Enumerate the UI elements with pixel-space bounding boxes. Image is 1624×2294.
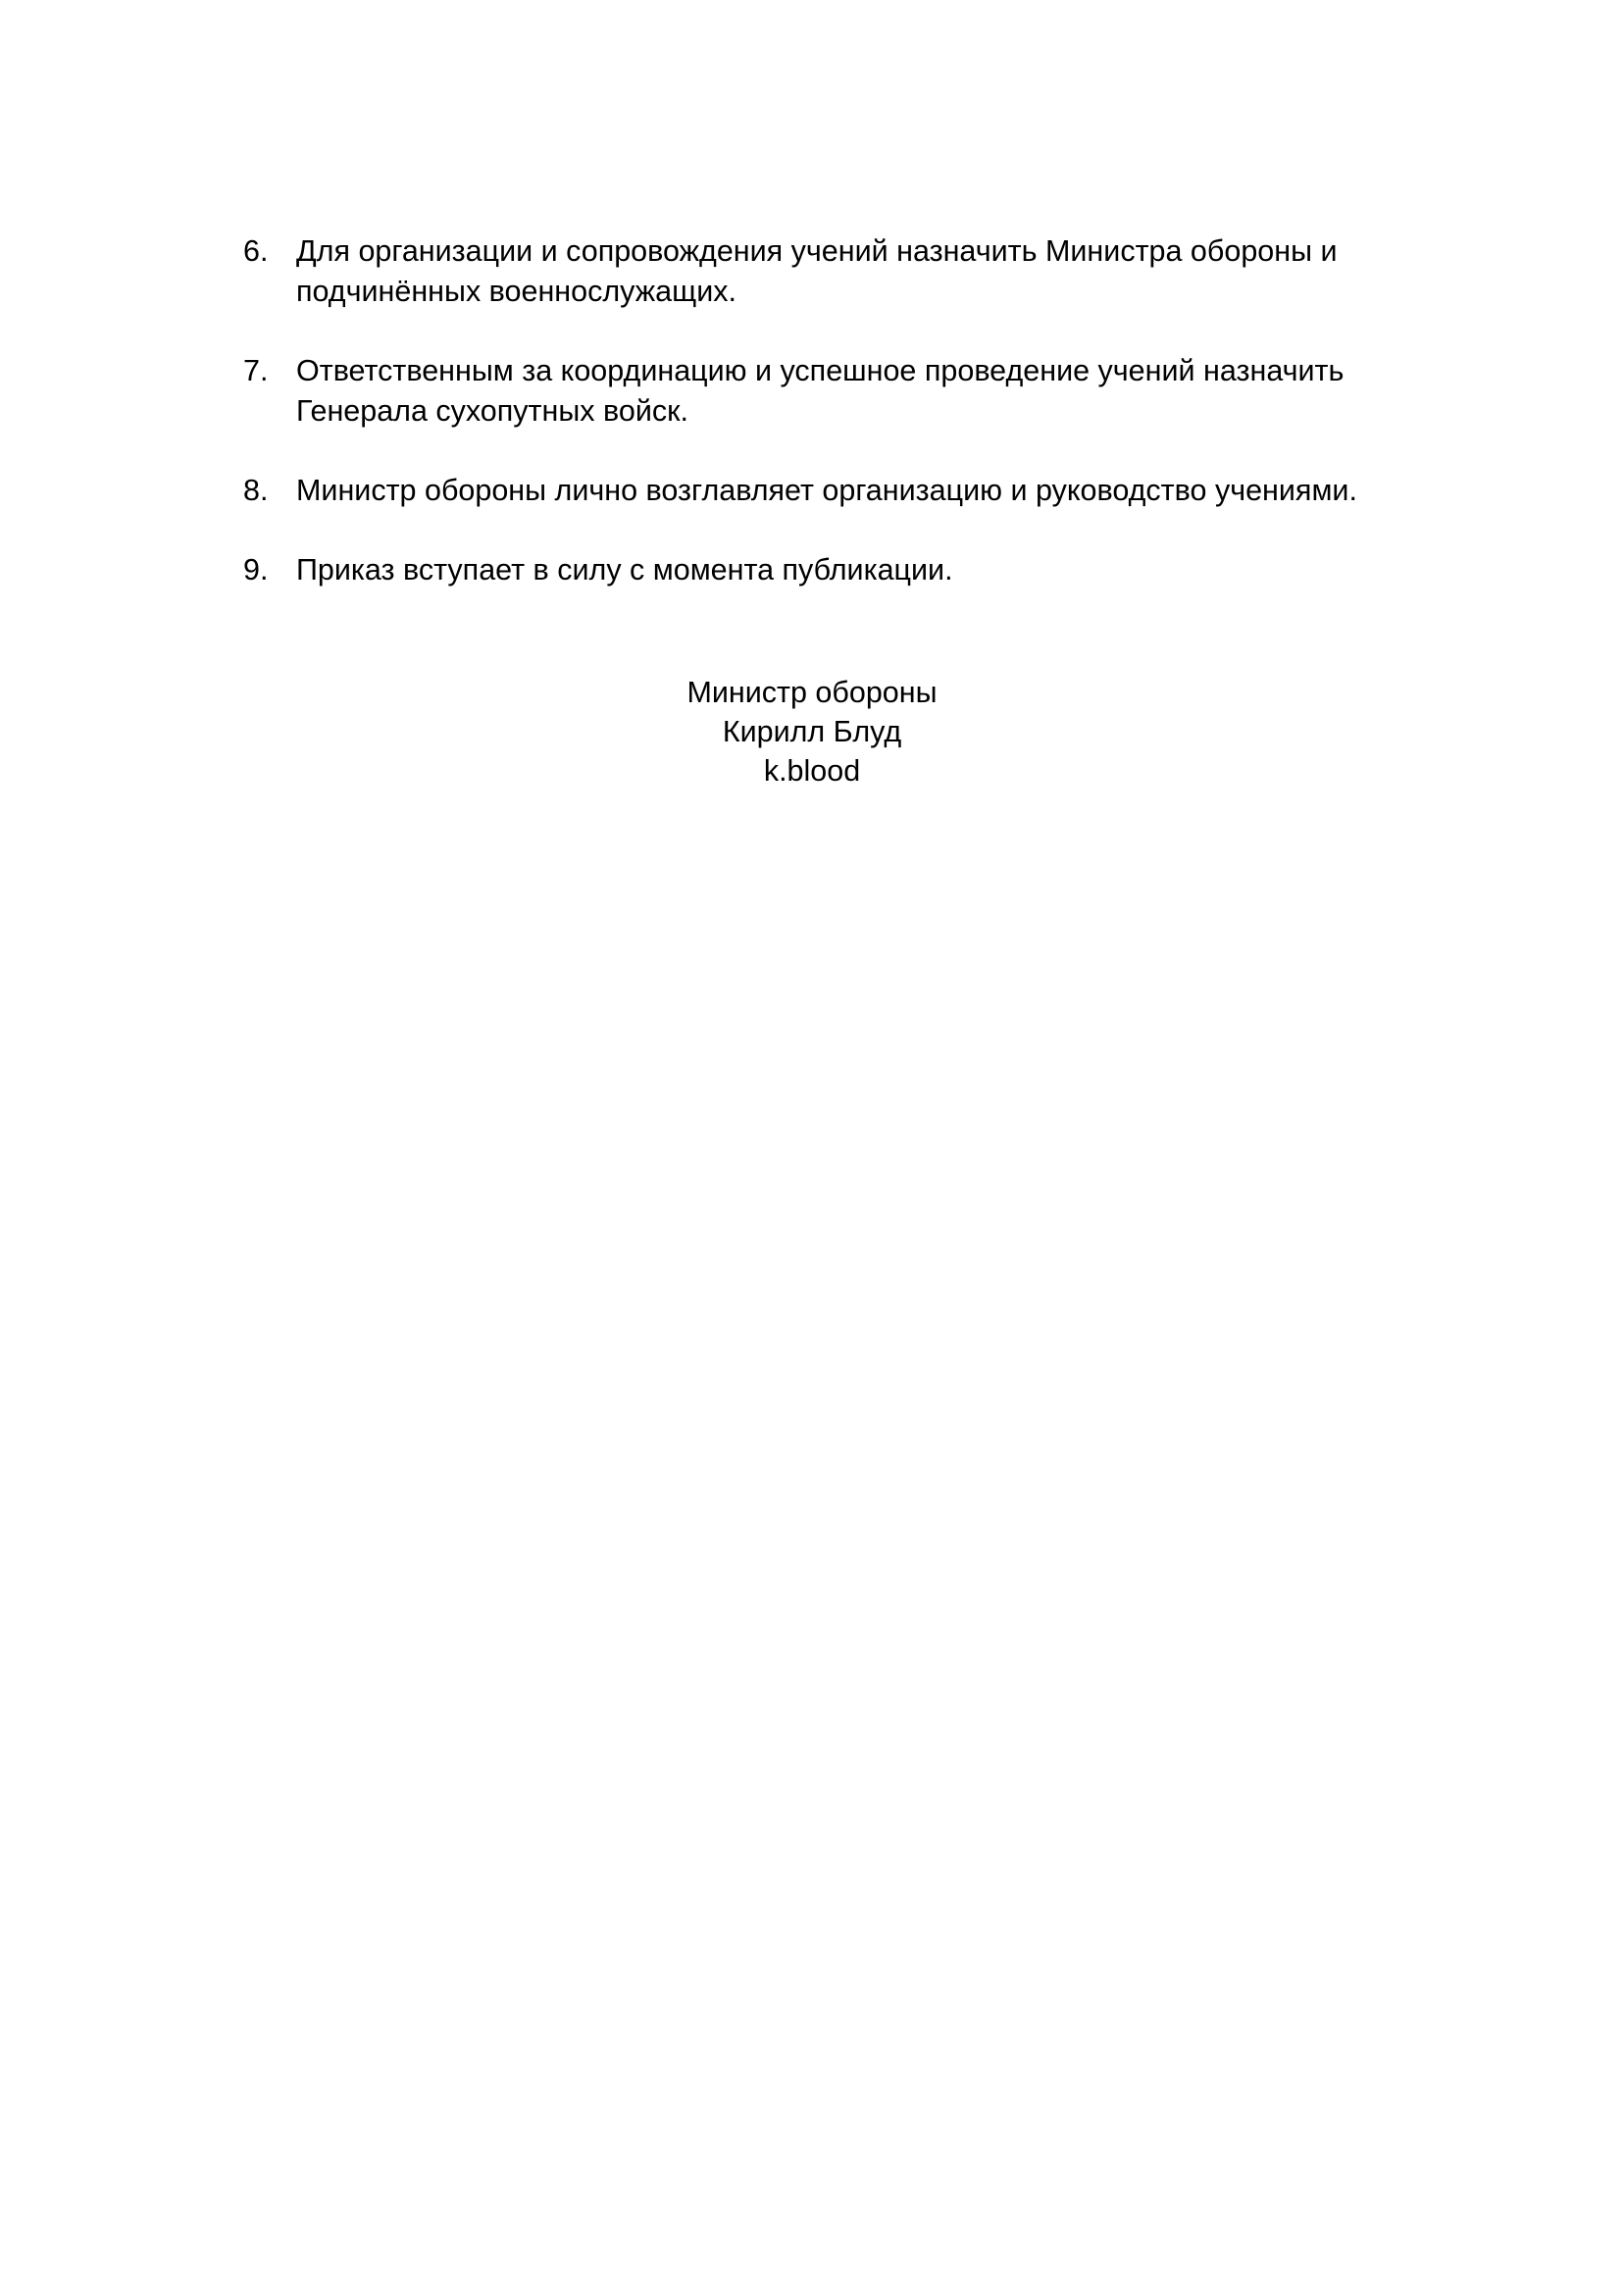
clause-number: 9. <box>243 553 269 586</box>
list-item <box>243 231 1371 312</box>
clause-number: 6. <box>243 234 269 268</box>
list-item <box>243 351 1371 432</box>
clause-text: Ответственным за координацию и успешное проведение учений назначить Генерала сухопутных войск. <box>296 354 1345 428</box>
clause-text: Министр обороны лично возглавляет организацию и руководство учениями. <box>296 474 1357 507</box>
clause-number: 7. <box>243 354 269 387</box>
list-item <box>243 471 1371 511</box>
clause-text: Приказ вступает в силу с момента публикации. <box>296 553 953 586</box>
list-item <box>243 550 1371 590</box>
signatory-position: Министр обороны <box>686 676 938 709</box>
signature-block <box>518 673 1106 790</box>
order-clause-list <box>243 231 1371 630</box>
clause-number: 8. <box>243 474 269 507</box>
signatory-name: Кирилл Блуд <box>722 715 902 748</box>
signatory-handle: k.blood <box>763 754 861 788</box>
clause-text: Для организации и сопровождения учений назначить Министра обороны и подчинённых военнослужащих. <box>296 234 1338 308</box>
